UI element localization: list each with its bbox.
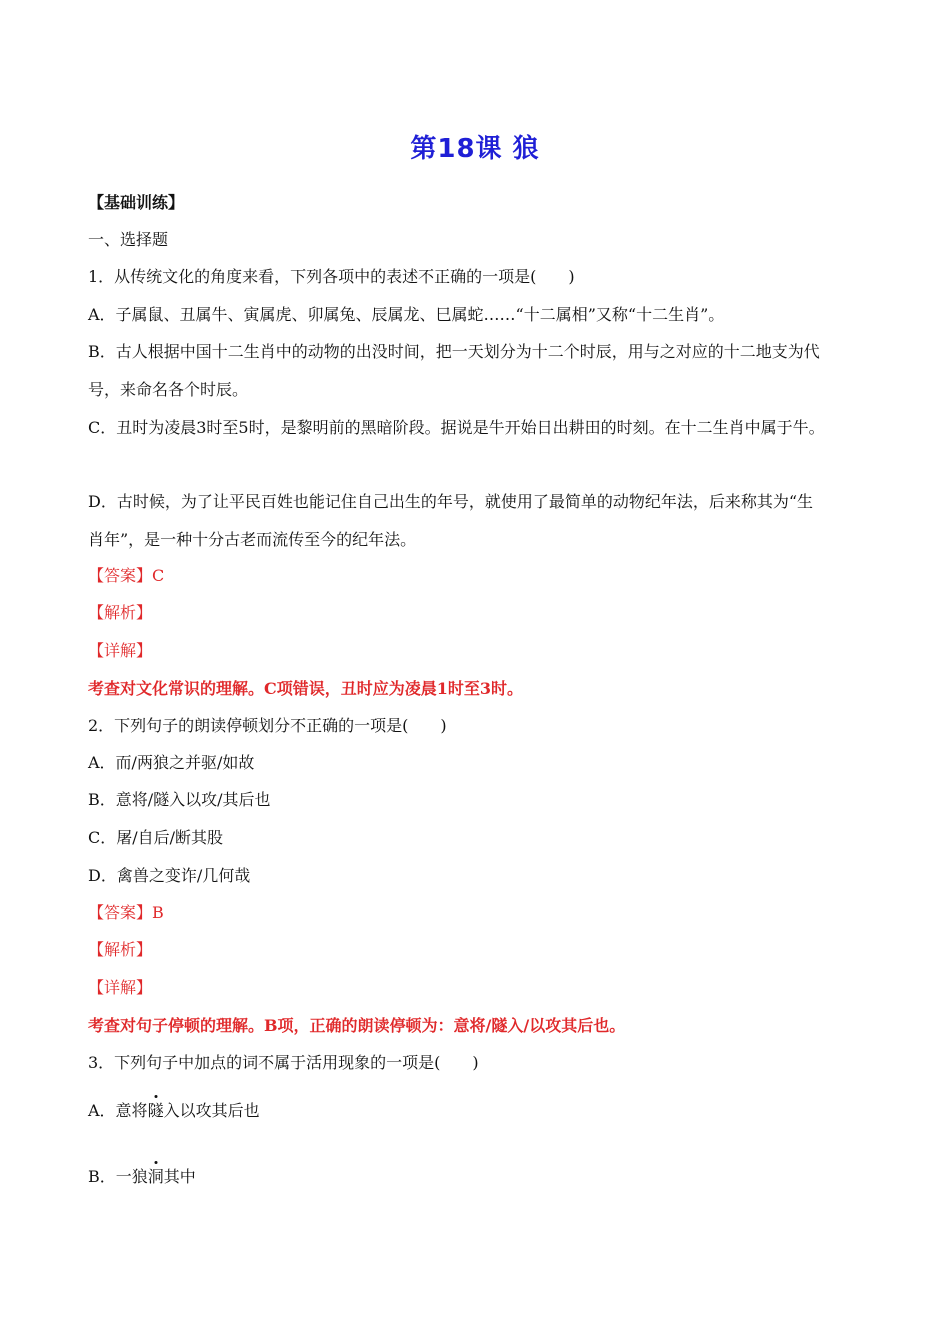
question-3-option-a xyxy=(88,1101,260,1121)
question-1-analysis-label: 【解析】 xyxy=(88,603,153,622)
section-heading: 【基础训练】 xyxy=(88,193,185,212)
question-2-option-c: C．屠/自后/断其股 xyxy=(88,828,224,847)
answer-label: 【答案】 xyxy=(88,566,153,585)
question-1-option-d-line1: D．古时候，为了让平民百姓也能记住自己出生的年号，就使用了最简单的动物纪年法，后来称其为“生 xyxy=(88,492,814,511)
question-2-answer xyxy=(88,903,164,923)
question-1-option-a: A．子属鼠、丑属牛、寅属虎、卯属兔、辰属龙、巳属蛇……“十二属相”又称“十二生肖”。 xyxy=(88,305,725,324)
question-1-detail: 考查对文化常识的理解。C项错误，丑时应为凌晨1时至3时。 xyxy=(88,679,524,698)
question-1-option-b-line1: B．古人根据中国十二生肖中的动物的出没时间，把一天划分为十二个时辰，用与之对应的十二地支为代 xyxy=(88,342,820,361)
question-1-stem: 1．从传统文化的角度来看，下列各项中的表述不正确的一项是( ) xyxy=(88,267,575,286)
question-3-stem: 3．下列句子中加点的词不属于活用现象的一项是( ) xyxy=(88,1053,479,1072)
question-2-option-a: A．而/两狼之并驱/如故 xyxy=(88,753,255,772)
question-1-answer xyxy=(88,566,164,586)
question-1-option-c: C．丑时为凌晨3时至5时，是黎明前的黑暗阶段。据说是牛开始日出耕田的时刻。在十二生肖中属于牛。 xyxy=(88,418,825,437)
question-1-option-d-line2: 肖年”，是一种十分古老而流传至今的纪年法。 xyxy=(88,530,417,549)
option-a-rest: 入以攻其后也 xyxy=(163,1101,260,1120)
option-b-prefix: B．一狼 xyxy=(88,1167,148,1186)
answer-label: 【答案】 xyxy=(88,903,153,922)
question-2-detail: 考查对句子停顿的理解。B项，正确的朗读停顿为：意将/隧入/以攻其后也。 xyxy=(88,1016,626,1035)
question-2-detail-label: 【详解】 xyxy=(88,978,153,997)
option-a-prefix: A．意将 xyxy=(88,1101,148,1120)
page-title: 第18课 狼 xyxy=(410,134,540,164)
answer-value: B xyxy=(152,903,164,922)
question-1-option-b-line2: 号，来命名各个时辰。 xyxy=(88,380,249,399)
part-heading: 一、选择题 xyxy=(88,230,169,249)
question-2-stem: 2．下列句子的朗读停顿划分不正确的一项是( ) xyxy=(88,716,447,735)
dotted-word: 隧 xyxy=(147,1101,164,1120)
answer-value: C xyxy=(152,566,165,585)
dotted-word: 洞 xyxy=(147,1167,164,1186)
question-2-option-b: B．意将/隧入以攻/其后也 xyxy=(88,790,271,809)
option-b-rest: 其中 xyxy=(163,1167,196,1186)
question-1-detail-label: 【详解】 xyxy=(88,641,153,660)
question-2-analysis-label: 【解析】 xyxy=(88,940,153,959)
question-3-option-b xyxy=(88,1167,196,1187)
question-2-option-d: D．禽兽之变诈/几何哉 xyxy=(88,866,251,885)
